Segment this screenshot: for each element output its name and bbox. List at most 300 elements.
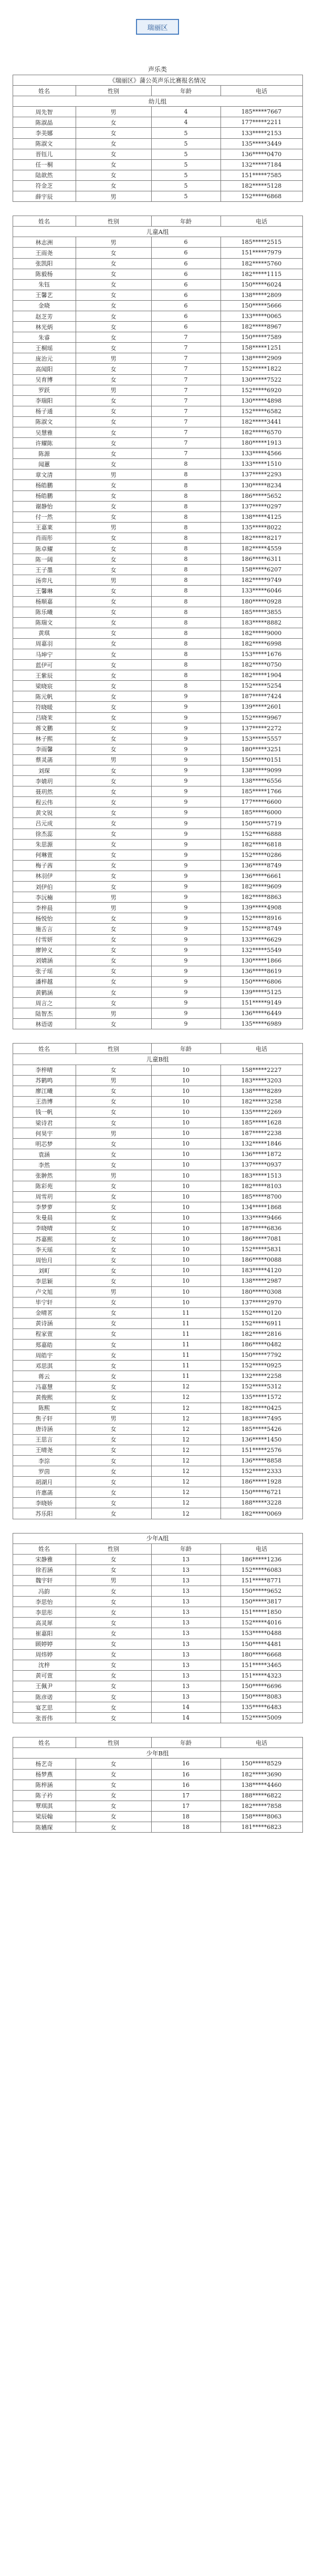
age-cell: 8 [151,649,220,659]
column-header-gender: 性别 [76,86,151,96]
age-cell: 16 [151,1780,220,1790]
name-cell: 黄琪 [13,628,76,638]
gender-cell: 女 [76,438,151,448]
table-row [13,128,302,138]
column-header-name: 姓名 [13,86,76,96]
table-row [13,1403,302,1413]
age-cell: 年龄 [151,1543,220,1554]
table-row [13,237,302,248]
name-cell: 陈毅杨 [13,269,76,279]
name-cell: 黄诗涵 [13,1318,76,1328]
name-cell: 赵芝芳 [13,311,76,321]
column-header-phone: 电话 [220,216,302,227]
name-cell: 陈子衿 [13,1790,76,1801]
gender-cell: 女 [76,533,151,543]
age-cell: 16 [151,1759,220,1769]
table-row [13,691,302,702]
gender-cell: 女 [76,395,151,406]
age-cell: 9 [151,723,220,733]
phone-cell: 137*****0297 [220,501,302,512]
age-cell: 9 [151,882,220,892]
table-row [13,554,302,565]
name-cell: 李思怡 [13,1597,76,1607]
name-cell: 朱睿 [13,332,76,343]
table-row [13,565,302,575]
name-cell: 苏乐阳 [13,1508,76,1519]
phone-cell: 188*****3228 [220,1498,302,1508]
gender-cell: 女 [76,311,151,321]
table-row [13,1382,302,1392]
name-cell: 陆歆然 [13,170,76,180]
gender-cell: 女 [76,733,151,744]
phone-cell: 136*****6449 [220,1008,302,1019]
column-header-age: 年龄 [151,1737,220,1748]
name-cell: 陈梓涵 [13,1780,76,1790]
gender-cell: 女 [76,860,151,871]
phone-cell: 183*****7495 [220,1413,302,1424]
phone-cell: 180*****0308 [220,1286,302,1297]
column-header-gender: 性别 [76,1044,151,1054]
gender-cell: 女 [76,1424,151,1434]
age-cell: 9 [151,702,220,712]
age-cell: 10 [151,1139,220,1149]
name-cell: 梁诗君 [13,1118,76,1128]
age-cell: 6 [151,290,220,300]
gender-cell: 女 [76,1307,151,1318]
gender-cell: 女 [76,364,151,374]
age-cell: 8 [151,469,220,480]
gender-cell: 女 [76,955,151,966]
table-row [13,512,302,522]
phone-cell: 150*****5719 [220,818,302,829]
age-cell: 12 [151,1445,220,1455]
age-cell: 8 [151,670,220,681]
gender-cell: 女 [76,744,151,754]
name-cell: 张翀然 [13,1170,76,1181]
table-row [13,1392,302,1403]
name-cell: 陈熙 [13,1403,76,1413]
gender-cell: 男 [76,1413,151,1424]
phone-cell: 183*****3203 [220,1075,302,1086]
table-row [13,1202,302,1212]
phone-cell: 180*****3251 [220,744,302,754]
name-cell: 杨悦怡 [13,913,76,924]
phone-cell: 150*****8083 [220,1691,302,1702]
age-cell: 7 [151,374,220,385]
name-cell: 毕宁轩 [13,1297,76,1307]
name-cell: 闻蕙 [13,459,76,469]
age-cell: 12 [151,1413,220,1424]
phone-cell: 152*****8916 [220,913,302,924]
table-row [13,596,302,607]
age-cell: 8 [151,607,220,617]
name-cell: 王子墨 [13,565,76,575]
name-cell: 何昊宇 [13,1128,76,1139]
age-cell: 13 [151,1681,220,1691]
name-cell: 庞治元 [13,353,76,364]
phone-cell: 182*****6570 [220,427,302,438]
table-row [13,744,302,754]
table-row [13,786,302,797]
table-row [13,1234,302,1244]
name-cell: 聂玥然 [13,786,76,797]
phone-cell: 130*****4898 [220,395,302,406]
phone-cell: 182*****6818 [220,839,302,850]
phone-cell: 180*****1913 [220,438,302,448]
table-row [13,459,302,469]
table-row [13,1307,302,1318]
name-cell: 符晓暖 [13,702,76,712]
phone-cell: 181*****6823 [220,1822,302,1833]
gender-cell: 女 [76,1392,151,1403]
name-cell: 刘町 [13,1265,76,1276]
phone-cell: 133*****1510 [220,459,302,469]
age-cell: 11 [151,1361,220,1371]
name-cell: 袁涵 [13,1149,76,1160]
table-row [13,343,302,353]
table-row [13,1223,302,1233]
table-row [13,1181,302,1191]
gender-cell: 女 [76,1487,151,1498]
name-cell: 许耀陈 [13,438,76,448]
gender-cell: 女 [76,1403,151,1413]
table-row [13,976,302,987]
registration-table [13,1043,303,1519]
age-cell: 8 [151,575,220,586]
gender-cell: 女 [76,1139,151,1149]
gender-cell: 男 [76,892,151,903]
age-cell: 12 [151,1456,220,1466]
table-row [13,1328,302,1339]
name-cell: 廖钟义 [13,945,76,955]
table-row [13,480,302,490]
name-cell: 林语诺 [13,1019,76,1029]
age-cell: 12 [151,1477,220,1487]
gender-cell: 女 [76,459,151,469]
name-cell: 陈瑞文 [13,617,76,628]
name-cell: 杨艺奇 [13,1759,76,1769]
name-cell: 张凯阳 [13,258,76,269]
name-cell: 梁晓宸 [13,681,76,691]
phone-cell: 182*****4559 [220,544,302,554]
name-cell: 钱一帆 [13,1107,76,1117]
gender-cell: 女 [76,406,151,416]
name-cell: 林光炳 [13,322,76,332]
age-cell: 7 [151,416,220,427]
name-cell: 付一然 [13,512,76,522]
phone-cell: 185*****8700 [220,1191,302,1202]
age-cell: 12 [151,1487,220,1498]
gender-cell: 女 [76,649,151,659]
name-cell: 付雪妍 [13,934,76,945]
phone-cell: 150*****4481 [220,1639,302,1649]
gender-cell: 女 [76,797,151,807]
age-cell: 13 [151,1618,220,1628]
table-row [13,797,302,807]
gender-cell: 男 [76,107,151,117]
name-cell: 王佩尹 [13,1681,76,1691]
table-row [13,839,302,850]
name-cell: 明芯梦 [13,1139,76,1149]
name-cell: 黄俊熙 [13,1392,76,1403]
table-row [13,998,302,1008]
age-cell: 6 [151,258,220,269]
name-cell: 李思颖 [13,1276,76,1286]
age-cell: 10 [151,1244,220,1255]
group-title: 少年A组 [13,1533,302,1543]
phone-cell: 135*****6483 [220,1702,302,1713]
phone-cell: 130*****7522 [220,374,302,385]
phone-cell: 133*****4566 [220,448,302,459]
gender-cell: 女 [76,1086,151,1096]
phone-cell: 152*****2333 [220,1466,302,1477]
district-tab-button[interactable]: 瑞丽区 [136,19,179,35]
age-cell: 8 [151,501,220,512]
phone-cell: 185*****6000 [220,807,302,818]
table-row [13,807,302,818]
column-header-phone: 电话 [220,1044,302,1054]
age-cell: 9 [151,955,220,966]
gender-cell: 男 [76,469,151,480]
table-row [13,159,302,170]
name-cell: 周言之 [13,998,76,1008]
phone-cell: 182*****5760 [220,258,302,269]
group-section [0,1043,315,1519]
phone-cell: 137*****2970 [220,1297,302,1307]
phone-cell: 136*****1872 [220,1149,302,1160]
gender-cell: 女 [76,170,151,180]
name-cell: 李梦萝 [13,1202,76,1212]
phone-cell: 182*****9749 [220,575,302,586]
gender-cell: 女 [76,1456,151,1466]
phone-cell: 133*****6629 [220,934,302,945]
age-cell: 6 [151,322,220,332]
table-row [13,871,302,881]
gender-cell: 女 [76,159,151,170]
table-row [13,469,302,480]
age-cell: 10 [151,1065,220,1075]
gender-cell: 女 [76,945,151,955]
name-cell: 黄文锐 [13,807,76,818]
age-cell: 7 [151,353,220,364]
gender-cell: 女 [76,1790,151,1801]
age-cell: 9 [151,691,220,702]
gender-cell: 女 [76,1191,151,1202]
name-cell: 李然 [13,1160,76,1170]
table-row [13,882,302,892]
name-cell: 潘梓越 [13,976,76,987]
gender-cell: 女 [76,702,151,712]
gender-cell: 女 [76,1160,151,1170]
gender-cell: 女 [76,1382,151,1392]
table-row [13,490,302,501]
name-cell: 朱思源 [13,839,76,850]
phone-cell: 182*****8967 [220,322,302,332]
gender-cell: 女 [76,448,151,459]
name-cell: 马坤宁 [13,649,76,659]
age-cell: 10 [151,1234,220,1244]
phone-cell: 186*****6311 [220,554,302,565]
gender-cell: 女 [76,1096,151,1107]
column-header-age: 年龄 [151,216,220,227]
table-row [13,1790,302,1801]
table-row [13,269,302,279]
table-header-row [13,86,302,96]
name-cell: 高灵犀 [13,1618,76,1628]
gender-cell: 女 [76,248,151,258]
table-row [13,1139,302,1149]
name-cell: 李晓娇 [13,1498,76,1508]
table-row [13,353,302,364]
table-row [13,364,302,374]
phone-cell: 133*****9466 [220,1212,302,1223]
age-cell: 6 [151,300,220,311]
gender-cell: 女 [76,1586,151,1597]
table-row [13,1586,302,1597]
name-cell: 王馨艺 [13,290,76,300]
phone-cell: 136*****8858 [220,1456,302,1466]
name-cell: 杨皓鹏 [13,490,76,501]
name-cell: 李婧玥 [13,776,76,786]
phone-cell: 152*****0286 [220,850,302,860]
phone-cell: 152*****5254 [220,681,302,691]
group-section [0,1533,315,1724]
table-row [13,924,302,934]
gender-cell: 女 [76,1445,151,1455]
age-cell: 13 [151,1628,220,1639]
age-cell: 13 [151,1649,220,1660]
name-cell: 卢文旭 [13,1286,76,1297]
age-cell: 11 [151,1371,220,1382]
name-cell: 陈卓耀 [13,544,76,554]
table-row [13,1118,302,1128]
table-row [13,438,302,448]
age-cell: 12 [151,1392,220,1403]
table-header-row [13,1044,302,1054]
phone-cell: 182*****3258 [220,1096,302,1107]
phone-cell: 182*****0750 [220,660,302,670]
gender-cell: 女 [76,1202,151,1212]
table-row [13,966,302,976]
table-row [13,1371,302,1382]
gender-cell: 女 [76,1649,151,1660]
gender-cell: 女 [76,691,151,702]
gender-cell: 女 [76,1769,151,1780]
table-header-row [13,216,302,227]
age-cell: 11 [151,1318,220,1328]
name-cell: 薛宇辰 [13,191,76,202]
name-cell: 陆智杰 [13,1008,76,1019]
table-row [13,170,302,180]
name-cell: 黄可萱 [13,1670,76,1681]
age-cell: 8 [151,480,220,490]
gender-cell: 女 [76,1702,151,1713]
age-cell: 5 [151,170,220,180]
registration-table [13,1737,303,1833]
name-cell: 刘婧涵 [13,955,76,966]
phone-cell: 153*****1676 [220,649,302,659]
phone-cell: 152*****5009 [220,1713,302,1723]
gender-cell: 女 [76,913,151,924]
age-cell: 9 [151,998,220,1008]
phone-cell: 151*****8771 [220,1575,302,1586]
table-row [13,1212,302,1223]
gender-cell: 女 [76,829,151,839]
table-row [13,1424,302,1434]
phone-cell: 132*****5549 [220,945,302,955]
table-row [13,1508,302,1519]
gender-cell: 女 [76,279,151,290]
table-row [13,406,302,416]
phone-cell: 182*****9609 [220,882,302,892]
age-cell: 6 [151,248,220,258]
table-row [13,1477,302,1487]
gender-cell: 女 [76,818,151,829]
name-cell: 蓝伊可 [13,660,76,670]
name-cell: 金晴茗 [13,1307,76,1318]
gender-cell: 女 [76,1597,151,1607]
phone-cell: 151*****7979 [220,248,302,258]
phone-cell: 186*****1236 [220,1554,302,1565]
age-cell: 5 [151,159,220,170]
phone-cell: 151*****2576 [220,1445,302,1455]
gender-cell: 女 [76,490,151,501]
gender-cell: 女 [76,1255,151,1265]
age-cell: 7 [151,427,220,438]
gender-cell: 女 [76,565,151,575]
age-cell: 12 [151,1403,220,1413]
name-cell: 王雨尧 [13,248,76,258]
table-row [13,1607,302,1618]
table-row [13,733,302,744]
table-row [13,1628,302,1639]
age-cell: 10 [151,1128,220,1139]
phone-cell: 139*****2601 [220,702,302,712]
phone-cell: 182*****0425 [220,1403,302,1413]
table-row [13,149,302,159]
phone-cell: 152*****5312 [220,1382,302,1392]
table-row [13,638,302,649]
age-cell: 10 [151,1170,220,1181]
name-cell: 王桐瑶 [13,343,76,353]
gender-cell: 女 [76,998,151,1008]
age-cell: 11 [151,1339,220,1350]
table-row [13,723,302,733]
name-cell: 吴育博 [13,374,76,385]
name-cell: 宴艺思 [13,1702,76,1713]
phone-cell: 182*****8863 [220,892,302,903]
phone-cell: 187*****2238 [220,1128,302,1139]
age-cell: 9 [151,818,220,829]
name-cell: 林志洲 [13,237,76,248]
age-cell: 11 [151,1350,220,1361]
table-row [13,1265,302,1276]
table-row [13,180,302,191]
table-row [13,1255,302,1265]
age-cell: 10 [151,1181,220,1191]
group-section [0,1737,315,1833]
gender-cell: 男 [76,1170,151,1181]
gender-cell: 女 [76,1681,151,1691]
phone-cell: 158*****1251 [220,343,302,353]
gender-cell: 男 [76,237,151,248]
gender-cell: 女 [76,1361,151,1371]
table-row [13,1681,302,1691]
phone-cell: 139*****5125 [220,987,302,997]
age-cell: 4 [151,107,220,117]
gender-cell: 女 [76,343,151,353]
table-row [13,1822,302,1833]
